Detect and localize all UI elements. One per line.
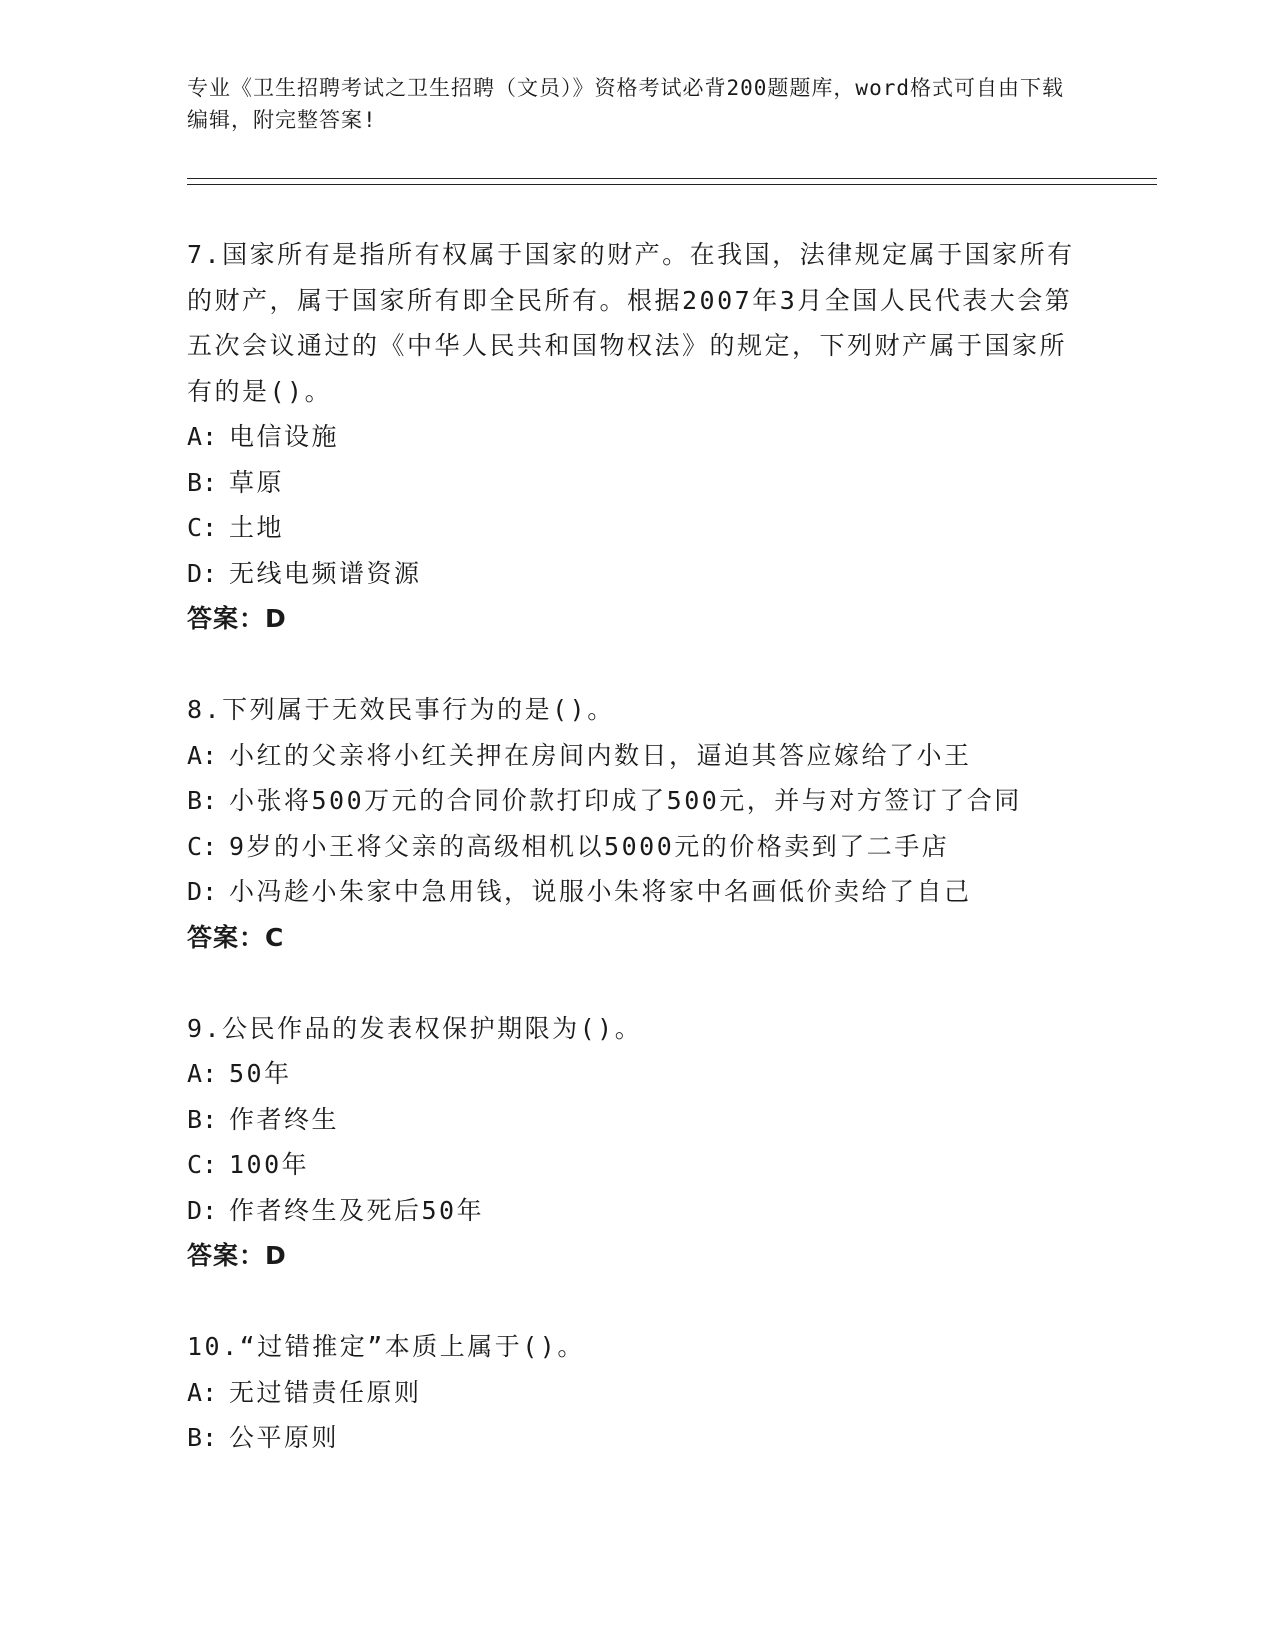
option-letter: A: [187, 1059, 218, 1088]
question-block [187, 1324, 1087, 1461]
option-text: 50年 [229, 1059, 292, 1088]
option-d [187, 551, 1087, 597]
question-stem: 7.国家所有是指所有权属于国家的财产。在我国，法律规定属于国家所有的财产，属于国家所有即全民所有。根据2007年3月全国人民代表大会第五次会议通过的《中华人民共和国物权法》的规定，下列财产属于国家所有的是()。 [187, 240, 1075, 406]
option-text: 公平原则 [229, 1423, 340, 1452]
question-stem: 9.公民作品的发表权保护期限为()。 [187, 1013, 643, 1043]
option-letter: D: [187, 558, 218, 588]
option-letter: B: [187, 786, 218, 815]
option-letter: D: [187, 877, 218, 906]
option-b [187, 778, 1087, 824]
option-text: 100年 [229, 1150, 310, 1179]
option-text: 土地 [229, 513, 285, 542]
option-letter: A: [187, 740, 218, 770]
option-b [187, 460, 1087, 506]
option-letter: A: [187, 1377, 218, 1407]
option-text: 9岁的小王将父亲的高级相机以5000元的价格卖到了二手店 [229, 831, 950, 861]
option-text: 电信设施 [229, 422, 340, 451]
question-block [187, 232, 1087, 642]
option-text: 小张将500万元的合同价款打印成了500元，并与对方签订了合同 [229, 786, 1022, 815]
question-stem: 8.下列属于无效民事行为的是()。 [187, 695, 615, 724]
option-letter: C: [187, 831, 218, 861]
option-letter: C: [187, 513, 218, 542]
option-text: 作者终生 [229, 1104, 340, 1134]
option-text: 无线电频谱资源 [229, 558, 422, 588]
option-letter: B: [187, 1104, 218, 1134]
answer-line: 答案：D [187, 1241, 287, 1270]
option-a [187, 733, 1087, 779]
spacer [187, 1279, 1087, 1325]
answer-line: 答案：D [187, 604, 287, 633]
spacer [187, 960, 1087, 1006]
option-letter: D: [187, 1195, 218, 1225]
option-text: 小冯趁小朱家中急用钱，说服小朱将家中名画低价卖给了自己 [229, 877, 972, 906]
spacer [187, 642, 1087, 688]
option-text: 小红的父亲将小红关押在房间内数日，逼迫其答应嫁给了小王 [229, 740, 972, 770]
option-c [187, 505, 1087, 551]
option-text: 无过错责任原则 [229, 1377, 422, 1407]
header-divider [187, 178, 1157, 185]
option-d [187, 869, 1087, 915]
option-a [187, 1051, 1087, 1097]
question-block [187, 687, 1087, 960]
document-header: 专业《卫生招聘考试之卫生招聘（文员）》资格考试必背200题题库，word格式可自由下载编辑，附完整答案! [187, 76, 1064, 132]
question-stem: 10.“过错推定”本质上属于()。 [187, 1332, 585, 1361]
option-letter: A: [187, 422, 218, 451]
option-d [187, 1188, 1087, 1234]
option-letter: B: [187, 1423, 218, 1452]
option-c [187, 824, 1087, 870]
option-letter: C: [187, 1150, 218, 1179]
option-a [187, 414, 1087, 460]
option-text: 作者终生及死后50年 [229, 1195, 485, 1225]
option-a [187, 1370, 1087, 1416]
option-b [187, 1415, 1087, 1461]
option-c [187, 1142, 1087, 1188]
question-block [187, 1006, 1087, 1279]
option-letter: B: [187, 467, 218, 497]
answer-line: 答案：C [187, 922, 285, 952]
option-text: 草原 [229, 467, 285, 497]
option-b [187, 1097, 1087, 1143]
question-list [187, 232, 1087, 1461]
